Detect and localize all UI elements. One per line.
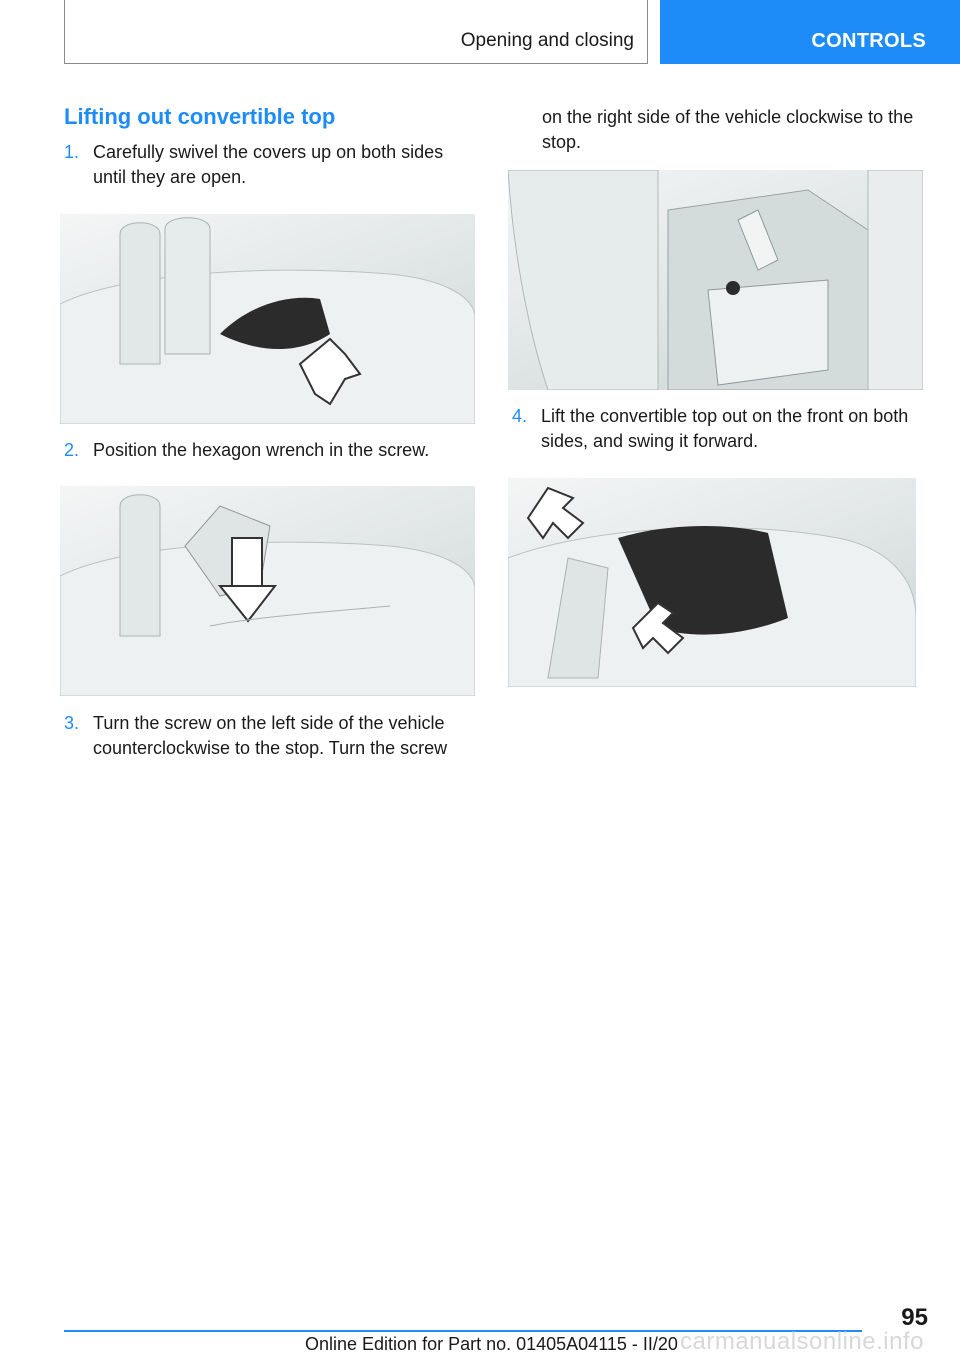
- step-number: 3.: [64, 713, 80, 733]
- step-2: [64, 438, 474, 463]
- header-section-title: Opening and closing: [460, 30, 634, 51]
- convertible-top-lift-illustration: [508, 478, 916, 687]
- footer-edition: Online Edition for Part no. 01405A04115 - II/20: [305, 1334, 678, 1354]
- step-1: [64, 140, 474, 190]
- figure-covers-open: [60, 214, 475, 424]
- step-text: Carefully swivel the covers up on both sides until they are open.: [93, 142, 444, 187]
- step-3-continued: on the right side of the vehicle clockwise to the stop.: [542, 107, 914, 152]
- header-chapter-tab: [660, 0, 960, 64]
- figure-hexagon-wrench: [60, 486, 475, 696]
- hexagon-wrench-illustration: [60, 486, 475, 696]
- figure-screw-closeup: [508, 170, 923, 390]
- step-number: 1.: [64, 142, 80, 162]
- step-3: [64, 711, 479, 761]
- step-text: Lift the convertible top out on the front on both sides, and swing it forward.: [541, 406, 909, 451]
- step-4: [512, 404, 922, 454]
- step-number: 2.: [64, 440, 80, 460]
- car-cover-illustration: [60, 214, 475, 424]
- section-heading: Lifting out convertible top: [64, 104, 336, 129]
- step-text: Turn the screw on the left side of the vehicle counterclockwise to the stop. Turn the screw: [93, 713, 448, 758]
- figure-convertible-top-lift: [508, 478, 916, 687]
- page-number: 95: [901, 1304, 928, 1331]
- header-chapter-title: CONTROLS: [811, 30, 926, 52]
- screw-closeup-illustration: [508, 170, 923, 390]
- step-text: Position the hexagon wrench in the screw.: [93, 440, 430, 460]
- footer-watermark: carmanualsonline.info: [680, 1328, 924, 1355]
- step-number: 4.: [512, 406, 528, 426]
